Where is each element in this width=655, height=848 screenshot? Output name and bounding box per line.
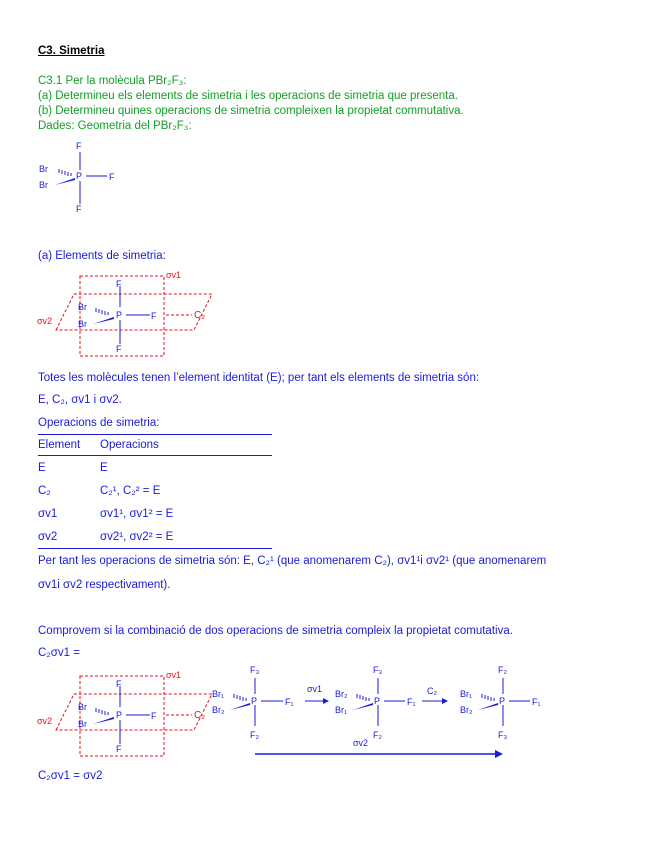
- table-header-row: [38, 435, 272, 456]
- mol1-br-a: Br₁: [212, 689, 225, 699]
- mol1-right-label: F₁: [285, 697, 294, 707]
- section-title: C3. Simetria: [38, 45, 105, 57]
- step1-label: σv1: [307, 684, 323, 694]
- problem-line-1: C3.1 Per la molècula PBr₂F₃:: [38, 75, 187, 87]
- table-cell: E: [100, 461, 108, 474]
- mol3-p: P: [499, 696, 506, 706]
- operation-sequence-bonds: [205, 660, 585, 760]
- sigma-v2-label: σv2: [37, 316, 53, 326]
- mol1-br-b: Br₂: [212, 705, 225, 715]
- atom-br-2: Br: [78, 319, 87, 329]
- atom-f-right: F: [151, 711, 157, 721]
- atom-br-1: Br: [78, 702, 87, 712]
- mol3-bottom-label: F₃: [498, 730, 508, 740]
- atom-f-bottom: F: [116, 744, 122, 754]
- molecule-diagram: [35, 136, 135, 216]
- commutative-result: C₂σv1 = σv2: [38, 770, 103, 782]
- mol1-p: P: [251, 696, 258, 706]
- operations-heading: Operacions de simetria:: [38, 417, 160, 429]
- mol3-top-label: F₂: [498, 665, 507, 675]
- table-row: [38, 479, 272, 502]
- atom-p: P: [76, 171, 83, 181]
- atom-br-2: Br: [39, 180, 48, 190]
- mol2-top-label: F₃: [373, 665, 383, 675]
- table-cell: σv2¹, σv2² = E: [100, 525, 272, 549]
- sigma-v1-label: σv1: [166, 670, 182, 680]
- operations-table: [38, 434, 272, 549]
- molecule-bonds: [35, 136, 135, 216]
- atom-br-1: Br: [78, 302, 87, 312]
- mol2-br-b: Br₁: [335, 705, 348, 715]
- atom-f-top: F: [116, 279, 122, 289]
- atom-br-2: Br: [78, 719, 87, 729]
- atom-f-right: F: [151, 311, 157, 321]
- symmetry-planes: [36, 264, 236, 359]
- mol1-top-label: F₃: [250, 665, 260, 675]
- c2-axis-label: C₂: [194, 310, 206, 321]
- table-cell: σv1: [38, 507, 58, 520]
- mol2-right-label: F₁: [407, 697, 416, 707]
- table-header-element: Element: [38, 435, 100, 456]
- atom-f-top: F: [76, 141, 82, 151]
- c2-axis-label: C₂: [194, 710, 206, 721]
- table-row: [38, 456, 272, 480]
- part-a-heading: (a) Elements de simetria:: [38, 250, 166, 262]
- long-arrow-label: σv2: [353, 738, 369, 748]
- mol1-bottom-label: F₂: [250, 730, 259, 740]
- atom-f-right: F: [109, 172, 115, 182]
- conclusion-line-1: Per tant les operacions de simetria són: E, C₂¹ (que anomenarem C₂), σv1¹i σv2¹ (que anomenarem: [38, 555, 547, 567]
- commutative-intro: Comprovem si la combinació de dos operacions de simetria compleix la propietat comutativa.: [38, 625, 513, 637]
- atom-f-top: F: [116, 679, 122, 689]
- problem-line-4: Dades: Geometria del PBr₂F₃:: [38, 120, 192, 132]
- atom-p: P: [116, 710, 123, 720]
- table-cell: σv1¹, σv1² = E: [100, 507, 174, 520]
- table-row: [38, 502, 272, 525]
- atom-f-bottom: F: [76, 204, 82, 214]
- commutative-expression: C₂σv1 =: [38, 647, 80, 659]
- atom-f-bottom: F: [116, 344, 122, 354]
- atom-p: P: [116, 310, 123, 320]
- problem-line-3: (b) Determineu quines operacions de simetria compleixen la propietat commutativa.: [38, 105, 464, 117]
- table-cell: E: [38, 461, 46, 474]
- atom-br-1: Br: [39, 164, 48, 174]
- table-row: [38, 525, 272, 549]
- problem-line-2: (a) Determineu els elements de simetria i les operacions de simetria que presenta.: [38, 90, 458, 102]
- mol2-p: P: [374, 696, 381, 706]
- table-cell: C₂: [38, 484, 51, 497]
- mol2-bottom-label: F₂: [373, 730, 382, 740]
- mol3-br-a: Br₁: [460, 689, 473, 699]
- sigma-v2-label: σv2: [37, 716, 53, 726]
- identity-text: Totes les molècules tenen l’element identitat (E); per tant els elements de simetria són:: [38, 372, 480, 384]
- mol2-br-a: Br₂: [335, 689, 348, 699]
- table-header-operations: Operacions: [100, 435, 272, 456]
- conclusion-line-2: σv1i σv2 respectivament).: [38, 579, 171, 591]
- table-cell: C₂¹, C₂² = E: [100, 484, 161, 497]
- sigma-v1-label: σv1: [166, 270, 182, 280]
- elements-list: E, C₂, σv1 i σv2.: [38, 394, 122, 406]
- symmetry-elements-diagram: [36, 264, 236, 359]
- mol3-br-b: Br₂: [460, 705, 473, 715]
- step2-label: C₂: [427, 686, 437, 696]
- mol3-right-label: F₁: [532, 697, 541, 707]
- operation-sequence: [205, 660, 585, 760]
- table-cell: σv2: [38, 525, 100, 549]
